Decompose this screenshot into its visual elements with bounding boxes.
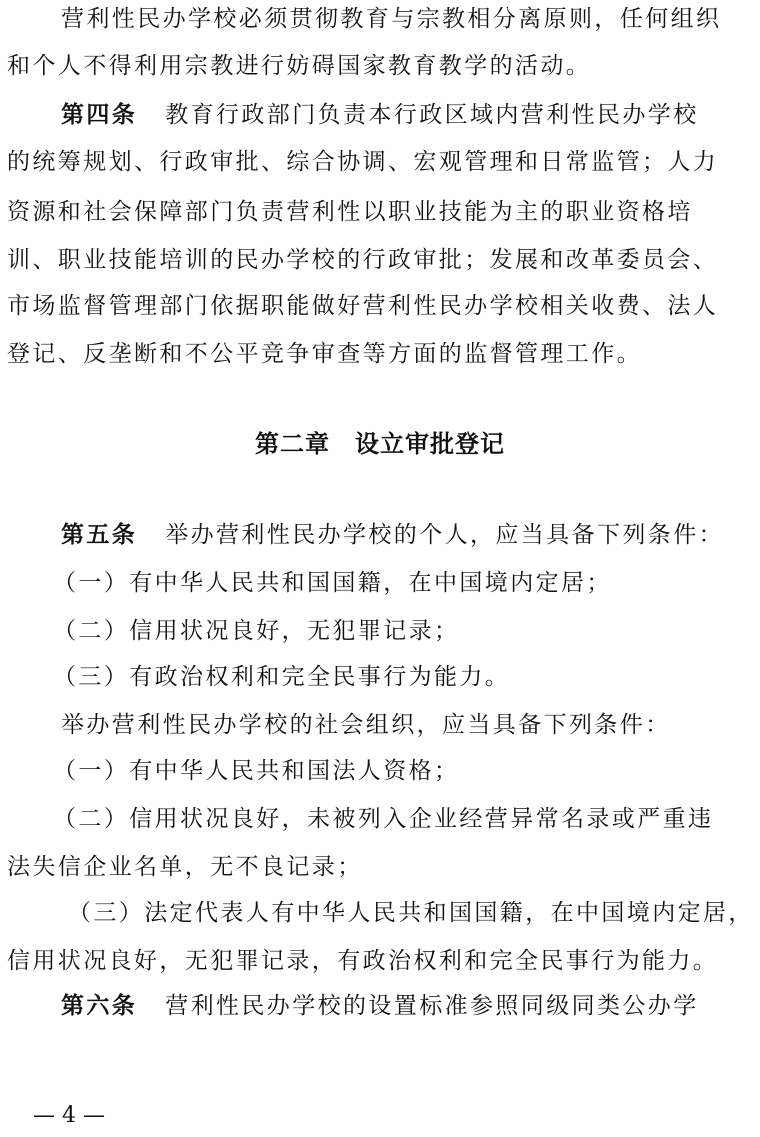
article-6-line-1: 营利性民办学校的设置标准参照同级同类公办学 xyxy=(165,993,699,1019)
article-6-heading: 第六条 xyxy=(61,993,138,1019)
chapter-title: 第二章 设立审批登记 xyxy=(255,430,505,458)
article-5-line-1: 举办营利性民办学校的个人，应当具备下列条件： xyxy=(165,522,725,548)
organization-conditions-intro: 举办营利性民办学校的社会组织，应当具备下列条件： xyxy=(61,712,671,738)
organization-condition-2: （二）信用状况良好，未被列入企业经营异常名录或严重违 xyxy=(53,806,714,832)
article-4-line-5: 市场监督管理部门依据职能做好营利性民办学校相关收费、法人 xyxy=(7,293,719,319)
individual-condition-1: （一）有中华人民共和国国籍，在中国境内定居； xyxy=(53,570,612,596)
article-4-line-4: 训、职业技能培训的民办学校的行政审批；发展和改革委员会、 xyxy=(7,247,719,273)
page-number: — 4 — xyxy=(33,1103,105,1128)
article-4-line-3: 资源和社会保障部门负责营利性以职业技能为主的职业资格培 xyxy=(7,199,693,225)
organization-condition-2-continued: 法失信企业名单，无不良记录； xyxy=(7,854,363,880)
organization-condition-1: （一）有中华人民共和国法人资格； xyxy=(53,758,460,784)
article-4-first-line xyxy=(61,99,699,131)
article-4-line-2: 的统筹规划、行政审批、综合协调、宏观管理和日常监管；人力 xyxy=(7,149,719,175)
organization-condition-3: （三）法定代表人有中华人民共和国国籍，在中国境内定居， xyxy=(68,900,754,926)
article-4-heading: 第四条 xyxy=(61,102,138,128)
intro-line-2: 和个人不得利用宗教进行妨碍国家教育教学的活动。 xyxy=(7,53,592,79)
article-4-line-6: 登记、反垄断和不公平竞争审查等方面的监督管理工作。 xyxy=(7,341,642,367)
article-6-first-line xyxy=(61,990,699,1022)
article-5-heading: 第五条 xyxy=(61,522,138,548)
individual-condition-3: （三）有政治权利和完全民事行为能力。 xyxy=(53,664,511,690)
individual-condition-2: （二）信用状况良好，无犯罪记录； xyxy=(53,618,460,644)
article-5-first-line xyxy=(61,519,724,551)
intro-line-1: 营利性民办学校必须贯彻教育与宗教相分离原则，任何组织 xyxy=(61,6,722,32)
organization-condition-3-continued: 信用状况良好，无犯罪记录，有政治权利和完全民事行为能力。 xyxy=(7,948,719,974)
article-4-line-1: 教育行政部门负责本行政区域内营利性民办学校 xyxy=(165,102,699,128)
